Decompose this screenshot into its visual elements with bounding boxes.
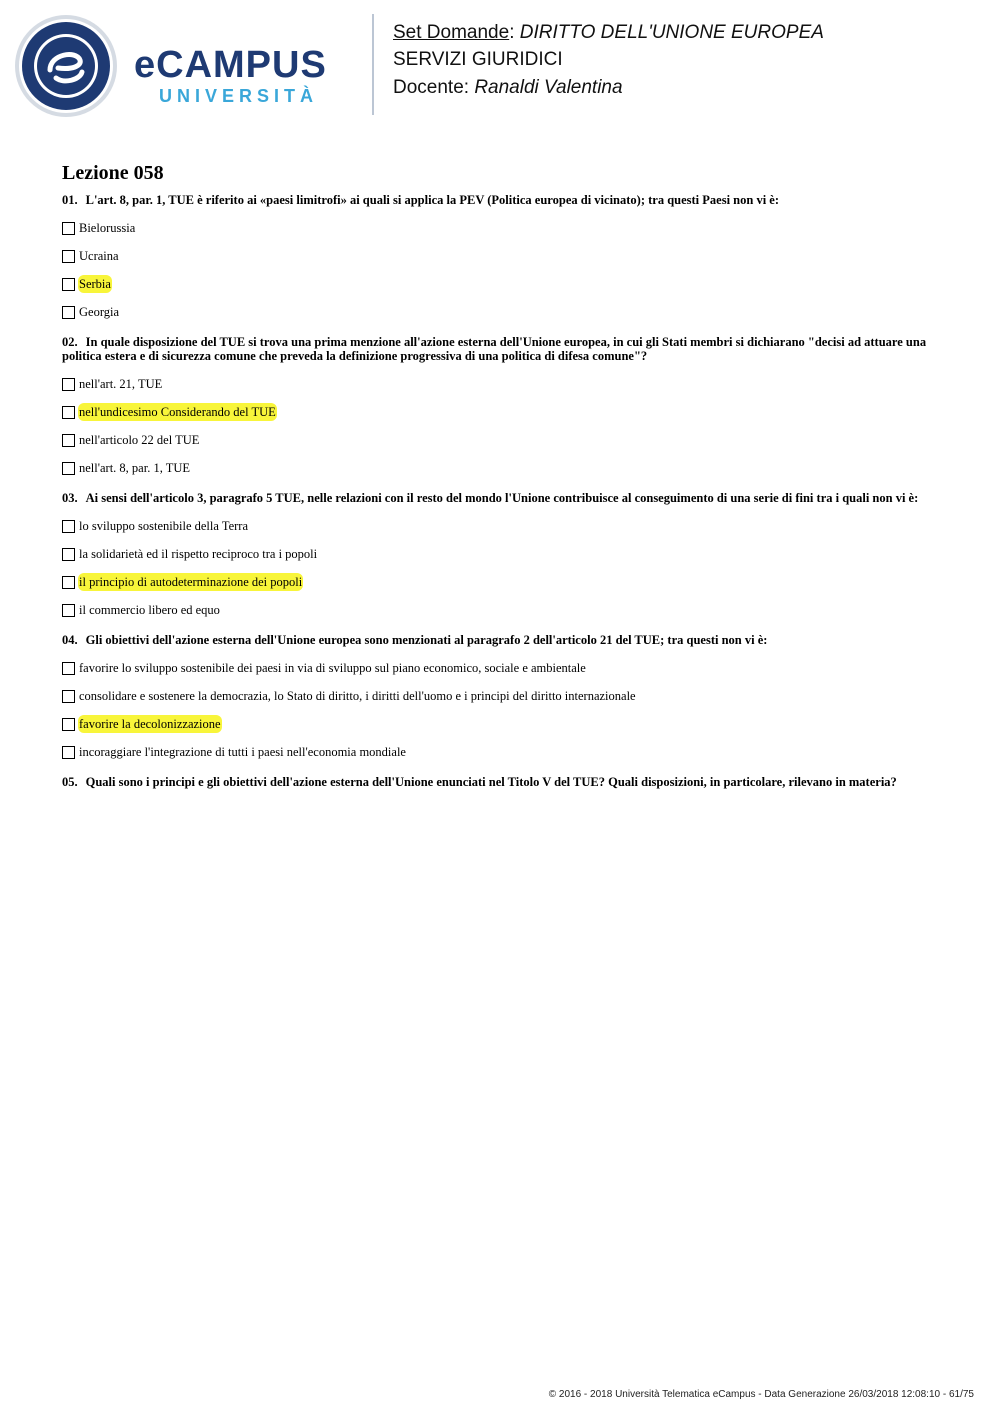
question-text: [62, 193, 952, 207]
teacher-label: Docente:: [393, 77, 470, 98]
answer-text: nell'art. 8, par. 1, TUE: [79, 461, 191, 475]
answer-text: nell'art. 21, TUE: [79, 377, 163, 391]
teacher-name: Ranaldi Valentina: [474, 77, 623, 98]
question-02: [62, 335, 952, 477]
answer-checkbox[interactable]: [62, 378, 75, 391]
question-body: L'art. 8, par. 1, TUE è riferito ai «paesi limitrofi» ai quali si applica la PEV (Politica europea di vicinato); tra questi Paesi non vi è:: [85, 193, 780, 207]
answer-option[interactable]: [62, 219, 952, 237]
question-text: [62, 491, 952, 505]
answer-checkbox[interactable]: [62, 306, 75, 319]
page-footer: © 2016 - 2018 Università Telematica eCampus - Data Generazione 26/03/2018 12:08:10 - 61/75: [548, 1389, 974, 1400]
question-number: 04.: [62, 633, 78, 647]
page-header: [0, 0, 1000, 130]
answer-text: Ucraina: [79, 249, 119, 263]
answer-text-highlighted: Serbia: [79, 277, 111, 291]
answer-option[interactable]: [62, 247, 952, 265]
ecampus-seal-logo: [14, 14, 118, 118]
question-text: [62, 335, 952, 363]
answer-text: lo sviluppo sostenibile della Terra: [79, 519, 249, 533]
question-text: [62, 633, 952, 647]
answer-checkbox[interactable]: [62, 406, 75, 419]
set-label: Set Domande: [393, 22, 510, 43]
question-body: Gli obiettivi dell'azione esterna dell'Unione europea sono menzionati al paragrafo 2 dell'articolo 21 del TUE; tra questi non vi è:: [85, 633, 768, 647]
answer-option[interactable]: [62, 743, 952, 761]
answer-text: nell'articolo 22 del TUE: [79, 433, 200, 447]
answer-option-correct[interactable]: [62, 275, 952, 293]
answer-text: il commercio libero ed equo: [79, 603, 220, 617]
course-title: DIRITTO DELL'UNIONE EUROPEA: [519, 22, 824, 43]
answer-text: favorire lo sviluppo sostenibile dei paesi in via di sviluppo sul piano economico, sociale e ambientale: [79, 661, 586, 675]
answer-option-correct[interactable]: [62, 403, 952, 421]
program-title: SERVIZI GIURIDICI: [393, 49, 563, 70]
answer-checkbox[interactable]: [62, 746, 75, 759]
answer-text-highlighted: il principio di autodeterminazione dei popoli: [79, 575, 303, 589]
answer-checkbox[interactable]: [62, 576, 75, 589]
answer-checkbox[interactable]: [62, 718, 75, 731]
answer-option[interactable]: [62, 375, 952, 393]
question-number: 01.: [62, 193, 78, 207]
lesson-content: [62, 162, 952, 803]
answer-option[interactable]: [62, 303, 952, 321]
answer-option[interactable]: [62, 601, 952, 619]
answer-checkbox[interactable]: [62, 604, 75, 617]
question-number: 02.: [62, 335, 78, 349]
answer-option-correct[interactable]: [62, 573, 952, 591]
question-04: [62, 633, 952, 761]
answer-text: la solidarietà ed il rispetto reciproco tra i popoli: [79, 547, 318, 561]
question-body: Quali sono i principi e gli obiettivi dell'azione esterna dell'Unione enunciati nel Titolo V del TUE? Quali disposizioni, in particolare, rilevano in materia?: [85, 775, 897, 789]
teacher-line: [393, 77, 623, 99]
question-number: 03.: [62, 491, 78, 505]
question-01: [62, 193, 952, 321]
question-body: In quale disposizione del TUE si trova una prima menzione all'azione esterna dell'Unione europea, in cui gli Stati membri si dichiarano "decisi ad attuare una politica estera e di sicurezza comune che preveda la definizione progressiva di una politica di difesa comune"?: [62, 335, 927, 363]
question-number: 05.: [62, 775, 78, 789]
answer-checkbox[interactable]: [62, 520, 75, 533]
set-separator: :: [509, 22, 515, 43]
answer-text: Bielorussia: [79, 221, 136, 235]
answer-text: incoraggiare l'integrazione di tutti i paesi nell'economia mondiale: [79, 745, 406, 759]
question-body: Ai sensi dell'articolo 3, paragrafo 5 TUE, nelle relazioni con il resto del mondo l'Unione contribuisce al conseguimento di una serie di fini tra i quali non vi è:: [85, 491, 919, 505]
answer-option[interactable]: [62, 517, 952, 535]
set-line: [393, 22, 824, 44]
answer-checkbox[interactable]: [62, 690, 75, 703]
answer-checkbox[interactable]: [62, 278, 75, 291]
answer-checkbox[interactable]: [62, 462, 75, 475]
answer-option-correct[interactable]: [62, 715, 952, 733]
brand-name: eCAMPUS: [134, 44, 327, 86]
answer-checkbox[interactable]: [62, 548, 75, 561]
answer-option[interactable]: [62, 459, 952, 477]
answer-text: Georgia: [79, 305, 120, 319]
question-text: [62, 775, 952, 789]
answer-text: consolidare e sostenere la democrazia, lo Stato di diritto, i diritti dell'uomo e i principi del diritto internazionale: [79, 689, 636, 703]
answer-checkbox[interactable]: [62, 250, 75, 263]
question-03: [62, 491, 952, 619]
answer-text-highlighted: nell'undicesimo Considerando del TUE: [79, 405, 276, 419]
answer-option[interactable]: [62, 431, 952, 449]
answer-option[interactable]: [62, 659, 952, 677]
header-divider: [372, 14, 374, 115]
brand-subtitle: UNIVERSITÀ: [159, 86, 319, 106]
answer-text-highlighted: favorire la decolonizzazione: [79, 717, 221, 731]
answer-checkbox[interactable]: [62, 662, 75, 675]
answer-option[interactable]: [62, 687, 952, 705]
answer-option[interactable]: [62, 545, 952, 563]
question-05: [62, 775, 952, 789]
lesson-title: Lezione 058: [62, 162, 164, 184]
answer-checkbox[interactable]: [62, 434, 75, 447]
answer-checkbox[interactable]: [62, 222, 75, 235]
